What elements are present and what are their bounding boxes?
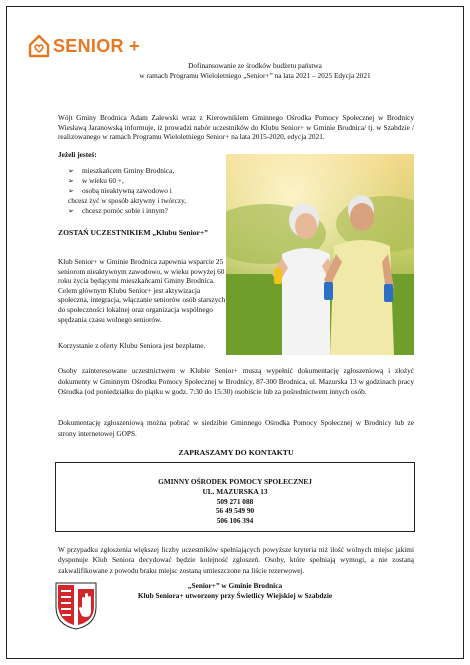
arrow-bullet-icon: ➢	[68, 207, 74, 215]
seniors-exercising-photo	[226, 154, 414, 355]
club-description-support: Klub Senior+ w Gminie Brodnica zapewnia wsparcie 25 seniorom nieaktywnym zawodowo, w wieku powyżej 60 roku życia będącymi mieszkańcami Gminy Brodnica.	[58, 257, 225, 286]
criteria-item: mieszkańcem Gminy Brodnica,	[82, 166, 175, 175]
contact-invitation: ZAPRASZAMY DO KONTAKTU	[178, 448, 294, 457]
criteria-item: chcesz pomóc sobie i innym?	[82, 206, 168, 215]
list-item-continuation	[68, 196, 228, 206]
arrow-bullet-icon: ➢	[68, 187, 74, 195]
senior-plus-logo	[28, 30, 140, 62]
criteria-item: osobą nieaktywną zawodowo i	[82, 186, 172, 195]
arrow-bullet-icon: ➢	[68, 167, 74, 175]
intro-paragraph: Wójt Gminy Brodnica Adam Zalewski wraz z Kierownikiem Gminnego Ośrodka Pomocy Społecznej w Brodnicy Wiesławą Jaranowską informuje, iż prowadzi nabór uczestników do Klubu Senior+ w Gminie Brodnica/ tj. w Szabdzie / realizowanego w ramach Programu Wieloletniego Senior+ na lata 2015-2020, edycja 2021.	[58, 113, 414, 142]
funding-line-1: Dofinansowanie ze środków budżetu państwa	[188, 61, 322, 70]
contact-name: GMINNY OŚRODEK POMOCY SPOŁECZNEJ	[158, 477, 312, 486]
arrow-bullet-icon: ➢	[68, 177, 74, 185]
criteria-heading: Jeżeli jesteś:	[58, 150, 97, 159]
free-offer-note: Korzystanie z oferty Klubu Seniora jest bezpłatne.	[58, 341, 206, 350]
reserve-list-note: W przypadku zgłoszenia większej liczby uczestników spełniających powyższe kryteria niż ilość wolnych miejsc jakimi dysponuje Klub Seniora decydować będzie kolejność zgłoszeń. Osoby, które spełniają wymogi, a nie zostaną zakwalifikowane z powodu braku miejsc zostaną umieszczone na liście rezerwowej.	[58, 545, 414, 575]
funding-line-2: w ramach Programu Wieloletniego „Senior+” na lata 2021 – 2025 Edycja 2021	[139, 71, 371, 80]
criteria-item-continuation: chcesz żyć w sposób aktywny i twórczy,	[68, 196, 187, 205]
list-item	[68, 176, 228, 186]
contact-box	[55, 462, 415, 532]
footer	[105, 581, 365, 601]
criteria-item: w wieku 60 +,	[82, 176, 124, 185]
join-heading: ZOSTAŃ UCZESTNIKIEM „Klubu Senior+”	[58, 228, 208, 237]
gmina-coat-of-arms	[54, 581, 98, 631]
contact-address: UL. MAZURSKA 13	[202, 486, 268, 496]
download-instructions: Dokumentację zgłoszeniową można pobrać w siedzibie Gminnego Ośrodka Pomocy Społecznej w Brodnicy lub ze strony internetowej GOPS.	[58, 418, 414, 438]
contact-phone: 56 49 549 90	[215, 506, 255, 516]
application-instructions: Osoby zainteresowane uczestnictwem w Klubie Senior+ muszą wypełnić dokumentację zgłoszeniową i złożyć dokumenty w Gminnym Ośrodku Pomocy Społecznej w Brodnicy, 87-300 Brodnica, ul. Mazurska 13 w godzinach pracy Ośrodka (od poniedziałku do piątku w godz. 7:30 do 15:30) osobiście lub za pośrednictwem innych osób.	[58, 366, 414, 397]
club-description	[58, 257, 228, 324]
house-heart-icon	[28, 34, 50, 58]
logo-text: SENIOR +	[53, 35, 140, 56]
contact-phone: 506 106 394	[216, 516, 254, 526]
list-item	[68, 186, 228, 196]
list-item	[68, 166, 228, 176]
funding-note	[100, 61, 410, 81]
club-description-goal: Celem głównym Klubu Senior+ jest aktywizacja społeczna, integracja, włączanie seniorów osób starszych do społeczności lokalnej oraz organizacja wspólnego spędzania czasu wolnego seniorów.	[58, 285, 226, 324]
footer-line-2: Klub Seniora+ utworzony przy Świetlicy Wiejskiej w Szabdzie	[137, 591, 333, 600]
list-item	[68, 206, 228, 216]
footer-line-1: „Senior+” w Gminie Brodnica	[187, 581, 283, 590]
criteria-list	[68, 166, 228, 216]
contact-phone: 509 271 088	[216, 496, 254, 506]
